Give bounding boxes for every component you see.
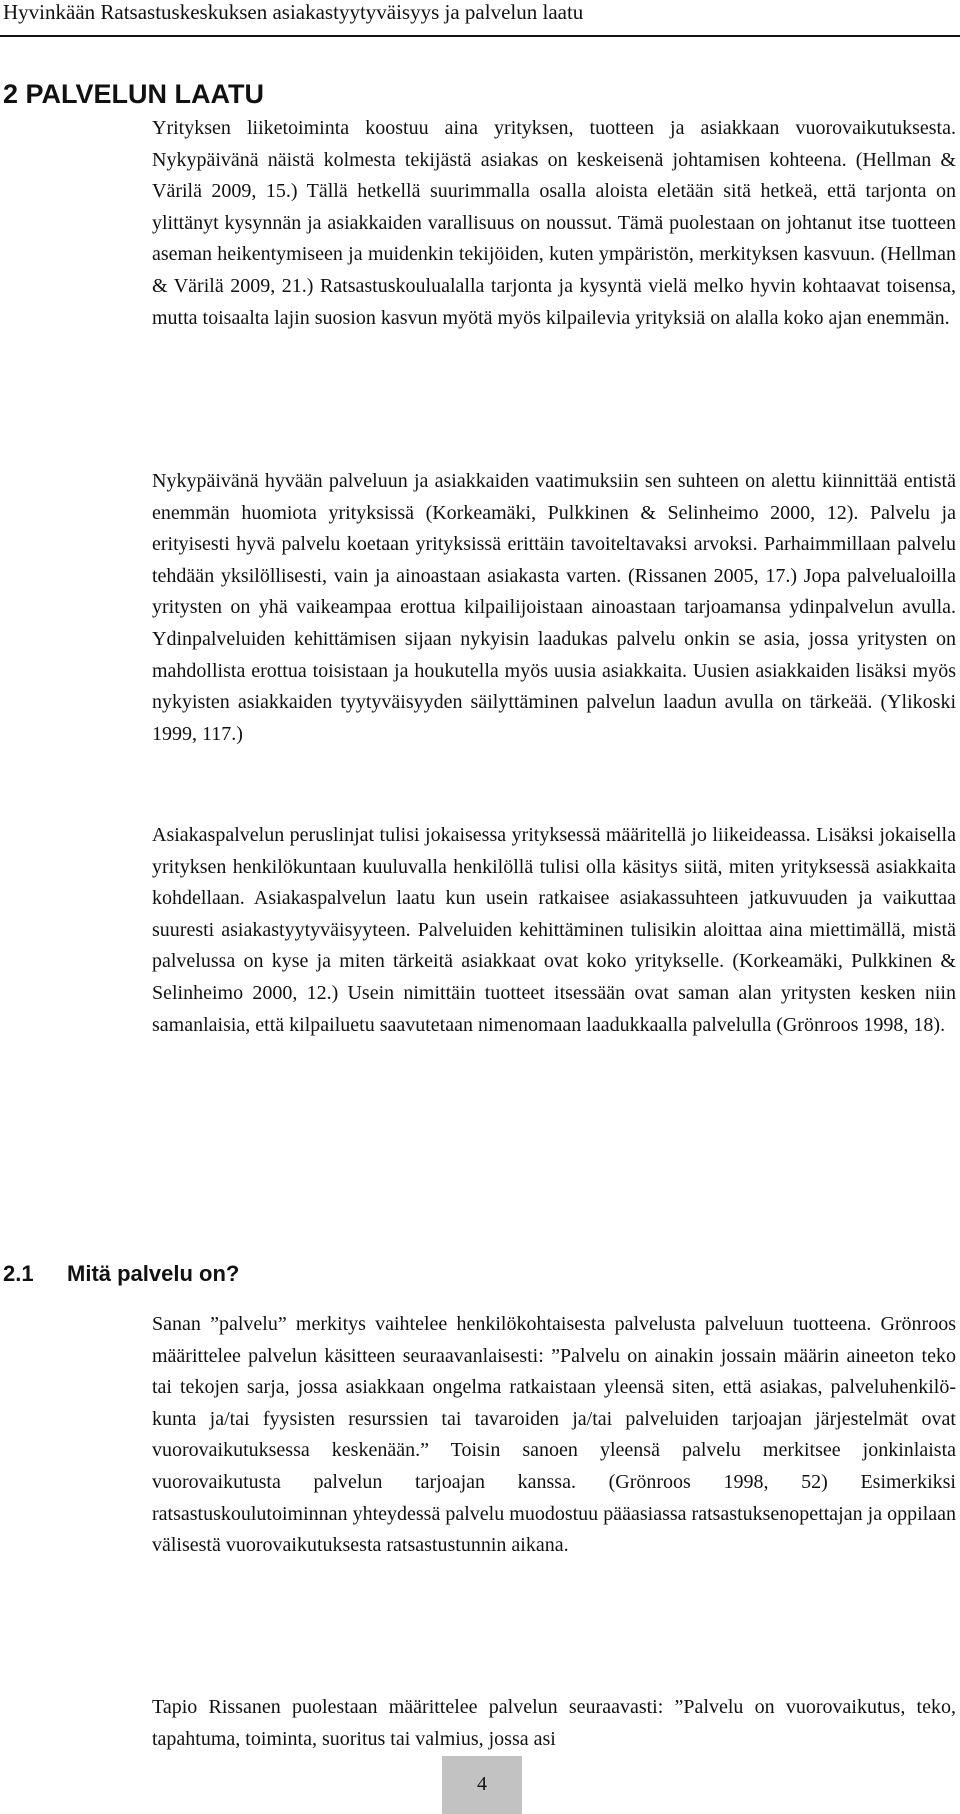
section-title: Mitä palvelu on?	[67, 1261, 240, 1287]
paragraph: Asiakaspalvelun peruslinjat tulisi jokaisessa yrityksessä määritellä jo liikeideassa. Lisäksi jokaisella yrityksen henkilökuntaan kuuluvalla henkilöllä tulisi olla käsitys siitä, miten yrityksessä asiakkaita kohdellaan. Asiakaspalvelun laatu kun usein ratkaisee asiakassuhteen jatkuvuuden ja vaikuttaa suuresti asiakastyytyväisyyteen. Palveluiden kehittäminen tulisikin aloittaa aina miettimällä, mistä palvelussa on kyse ja miten tärkeitä asiakkaat ovat koko yritykselle. (Korkeamäki, Pulkkinen & Selinheimo 2000, 12.) Usein nimittäin tuotteet itsessään ovat saman alan yritysten kesken niin samanlaisia, että kilpailuetu saavutetaan nimenomaan laadukkaalla palvelulla (Grönroos 1998, 18).	[152, 824, 956, 1036]
section-heading	[3, 1261, 239, 1287]
paragraph: Tapio Rissanen puolestaan määrittelee palvelun seuraavasti: ”Palvelu on vuorovaikutus, teko, tapahtuma, toiminta, suoritus tai valmius, jossa asi	[152, 1696, 956, 1750]
chapter-heading: 2 PALVELUN LAATU	[3, 79, 264, 110]
paragraph: Nykypäivänä hyvään palveluun ja asiakkaiden vaatimuksiin sen suhteen on alettu kiinnittää entistä enemmän huomiota yrityksissä (Korkeamäki, Pulkkinen & Selinheimo 2000, 12). Palvelu ja erityisesti hyvä palvelu koetaan yrityksissä erittäin tavoiteltavaksi arvoksi. Parhaimmillaan palvelu tehdään yksilöllisesti, vain ja ainoastaan asiakasta varten. (Rissanen 2005, 17.) Jopa palvelualoilla yritysten on yhä vaikeampaa erottua kilpailijoistaan ainoastaan tarjoamansa ydinpalvelun avulla. Ydinpalveluiden kehittämisen sijaan nykyisin laadukas palvelu onkin se asia, jossa yritysten on mahdollista erottua toisistaan ja houkutella myös uusia asiakkaita. Uusien asiakkaiden lisäksi myös nykyisten asiakkaiden tyytyväisyyden säilyttäminen palvelun laadun avulla on tärkeää. (Ylikoski 1999, 117.)	[152, 470, 956, 745]
paragraph: Yrityksen liiketoiminta koostuu aina yrityksen, tuotteen ja asiakkaan vuorovaikutuksesta. Nykypäivänä näistä kolmesta tekijästä asiakas on keskeisenä johtamisen kohteena. (Hellman & Värilä 2009, 15.) Tällä hetkellä suurimmalla osalla aloista eletään sitä hetkeä, että tarjonta on ylittänyt kysynnän ja asiakkaiden varallisuus on noussut. Tämä puolestaan on johtanut itse tuotteen aseman heikentymiseen ja muidenkin tekijöiden, kuten ympäristön, merkityksen kasvuun. (Hellman & Värilä 2009, 21.) Ratsastuskoulualalla tarjonta ja kysyntä vielä melko hyvin kohtaavat toisensa, mutta toisaalta lajin suosion kasvun myötä myös kilpailevia yrityksiä on alalla koko ajan enemmän.	[152, 117, 956, 329]
running-header-title: Hyvinkään Ratsastuskeskuksen asiakastyytyväisyys ja palvelun laatu	[3, 0, 584, 24]
paragraph: Sanan ”palvelu” merkitys vaihtelee henkilökohtaisesta palvelusta palveluun tuotteena. Grönroos määrittelee palvelun käsitteen seuraavanlaisesti: ”Palvelu on ainakin jossain määrin aineeton teko tai tekojen sarja, jossa asiakkaan ongelma ratkaistaan yleensä siten, että asiakas, palveluhenkilökunta ja/tai fyysisten resurssien tai tavaroiden ja/tai palveluiden tarjoajan järjestelmät ovat vuorovaikutuksessa keskenään.” Toisin sanoen yleensä palvelu merkitsee jonkinlaista vuorovaikutusta palvelun tarjoajan kanssa. (Grönroos 1998, 52) Esimerkiksi ratsastuskoulutoiminnan yhteydessä palvelu muodostuu pääasiassa ratsastuksenopettajan ja oppilaan välisestä vuorovaikutuksesta ratsastustunnin aikana.	[152, 1313, 956, 1557]
page-number-box	[442, 1756, 522, 1814]
page-number: 4	[477, 1773, 487, 1795]
header-divider	[0, 35, 960, 37]
running-header	[0, 0, 960, 26]
section-number: 2.1	[3, 1261, 34, 1287]
